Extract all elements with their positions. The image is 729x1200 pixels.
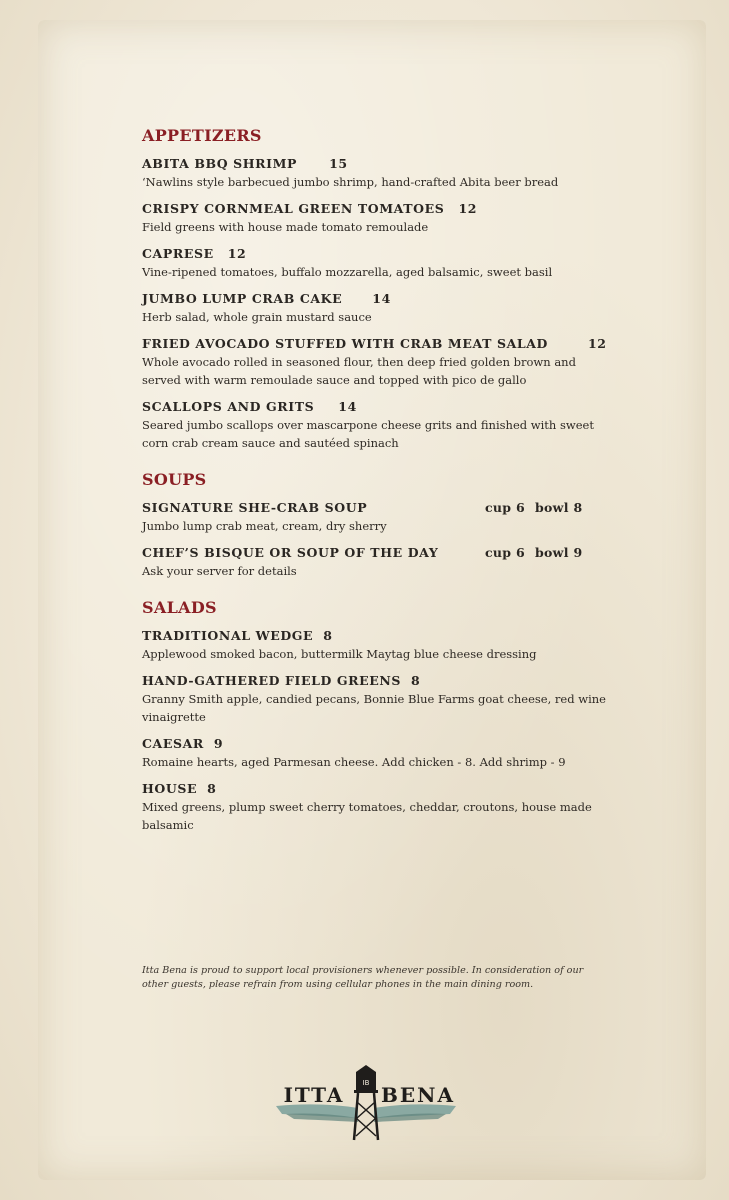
item-description: Granny Smith apple, candied pecans, Bonnie Blue Farms goat cheese, red wine vinaigrette — [142, 692, 606, 724]
item-description: Herb salad, whole grain mustard sauce — [142, 310, 372, 324]
item-price: 14 — [372, 291, 391, 306]
item-description: Ask your server for details — [142, 564, 297, 578]
menu-item — [142, 200, 612, 236]
item-name: FRIED AVOCADO STUFFED WITH CRAB MEAT SALAD — [142, 336, 548, 351]
item-description: ‘Nawlins style barbecued jumbo shrimp, hand-crafted Abita beer bread — [142, 175, 559, 189]
section-soups — [142, 470, 612, 580]
item-name: TRADITIONAL WEDGE — [142, 628, 314, 643]
item-prices — [485, 544, 582, 562]
item-name: HOUSE — [142, 781, 198, 796]
menu-item — [142, 290, 612, 326]
item-price: 8 — [207, 781, 217, 796]
menu-item — [142, 672, 612, 726]
item-description: Jumbo lump crab meat, cream, dry sherry — [142, 519, 387, 533]
item-name: CRISPY CORNMEAL GREEN TOMATOES — [142, 201, 445, 216]
item-description: Seared jumbo scallops over mascarpone cheese grits and finished with sweet corn crab cream sauce and sautéed spinach — [142, 418, 594, 450]
menu-content — [142, 126, 612, 852]
menu-item — [142, 627, 612, 663]
cup-price: cup 6 — [485, 500, 525, 515]
section-appetizers — [142, 126, 612, 452]
item-description: Romaine hearts, aged Parmesan cheese. Add chicken - 8. Add shrimp - 9 — [142, 755, 566, 769]
item-price: 9 — [213, 736, 224, 751]
cup-price: cup 6 — [485, 545, 525, 560]
item-price: 14 — [338, 399, 357, 414]
item-description: Whole avocado rolled in seasoned flour, then deep fried golden brown and served with warm remoulade sauce and topped with pico de gallo — [142, 355, 576, 387]
section-salads — [142, 598, 612, 834]
menu-item — [142, 335, 612, 389]
item-price: 15 — [329, 156, 348, 171]
item-name: CHEF’S BISQUE OR SOUP OF THE DAY — [142, 545, 439, 560]
section-title: SALADS — [142, 598, 217, 617]
bowl-price: bowl 9 — [535, 545, 583, 560]
item-price: 12 — [227, 246, 247, 261]
menu-item — [142, 499, 612, 535]
item-description: Vine-ripened tomatoes, buffalo mozzarella, aged balsamic, sweet basil — [142, 265, 553, 279]
item-name: ABITA BBQ SHRIMP — [142, 156, 298, 171]
item-name: CAESAR — [142, 736, 204, 751]
footer-note: Itta Bena is proud to support local provisioners whenever possible. In consideration of our other guests, please refrain from using cellular phones in the main dining room. — [142, 965, 584, 990]
item-name: SIGNATURE SHE-CRAB SOUP — [142, 500, 368, 515]
tower-mark: IB — [362, 1079, 370, 1087]
tower-roof — [356, 1065, 376, 1072]
item-price: 12 — [588, 336, 607, 351]
tower-deck — [354, 1090, 378, 1093]
menu-item — [142, 735, 612, 771]
section-title: SOUPS — [142, 470, 207, 489]
item-price: 8 — [323, 628, 333, 643]
item-prices — [485, 499, 582, 517]
item-price: 12 — [458, 201, 478, 216]
menu-item — [142, 544, 612, 580]
item-name: CAPRESE — [142, 246, 214, 261]
menu-item — [142, 780, 612, 834]
item-description: Field greens with house made tomato remoulade — [142, 220, 429, 234]
item-name: HAND-GATHERED FIELD GREENS — [142, 673, 402, 688]
water-tower-logo-icon — [276, 1062, 456, 1142]
menu-item — [142, 155, 612, 191]
item-name: SCALLOPS AND GRITS — [142, 399, 315, 414]
section-title: APPETIZERS — [142, 126, 262, 145]
bowl-price: bowl 8 — [535, 500, 583, 515]
item-price: 8 — [411, 673, 421, 688]
menu-item — [142, 398, 612, 452]
item-description: Applewood smoked bacon, buttermilk Maytag blue cheese dressing — [142, 647, 537, 661]
logo-text-left: ITTA — [283, 1083, 345, 1107]
item-name: JUMBO LUMP CRAB CAKE — [142, 291, 343, 306]
logo-text-right: BENA — [381, 1083, 455, 1107]
menu-item — [142, 245, 612, 281]
itta-bena-logo — [276, 1062, 456, 1142]
item-description: Mixed greens, plump sweet cherry tomatoes, cheddar, croutons, house made balsamic — [142, 800, 592, 832]
